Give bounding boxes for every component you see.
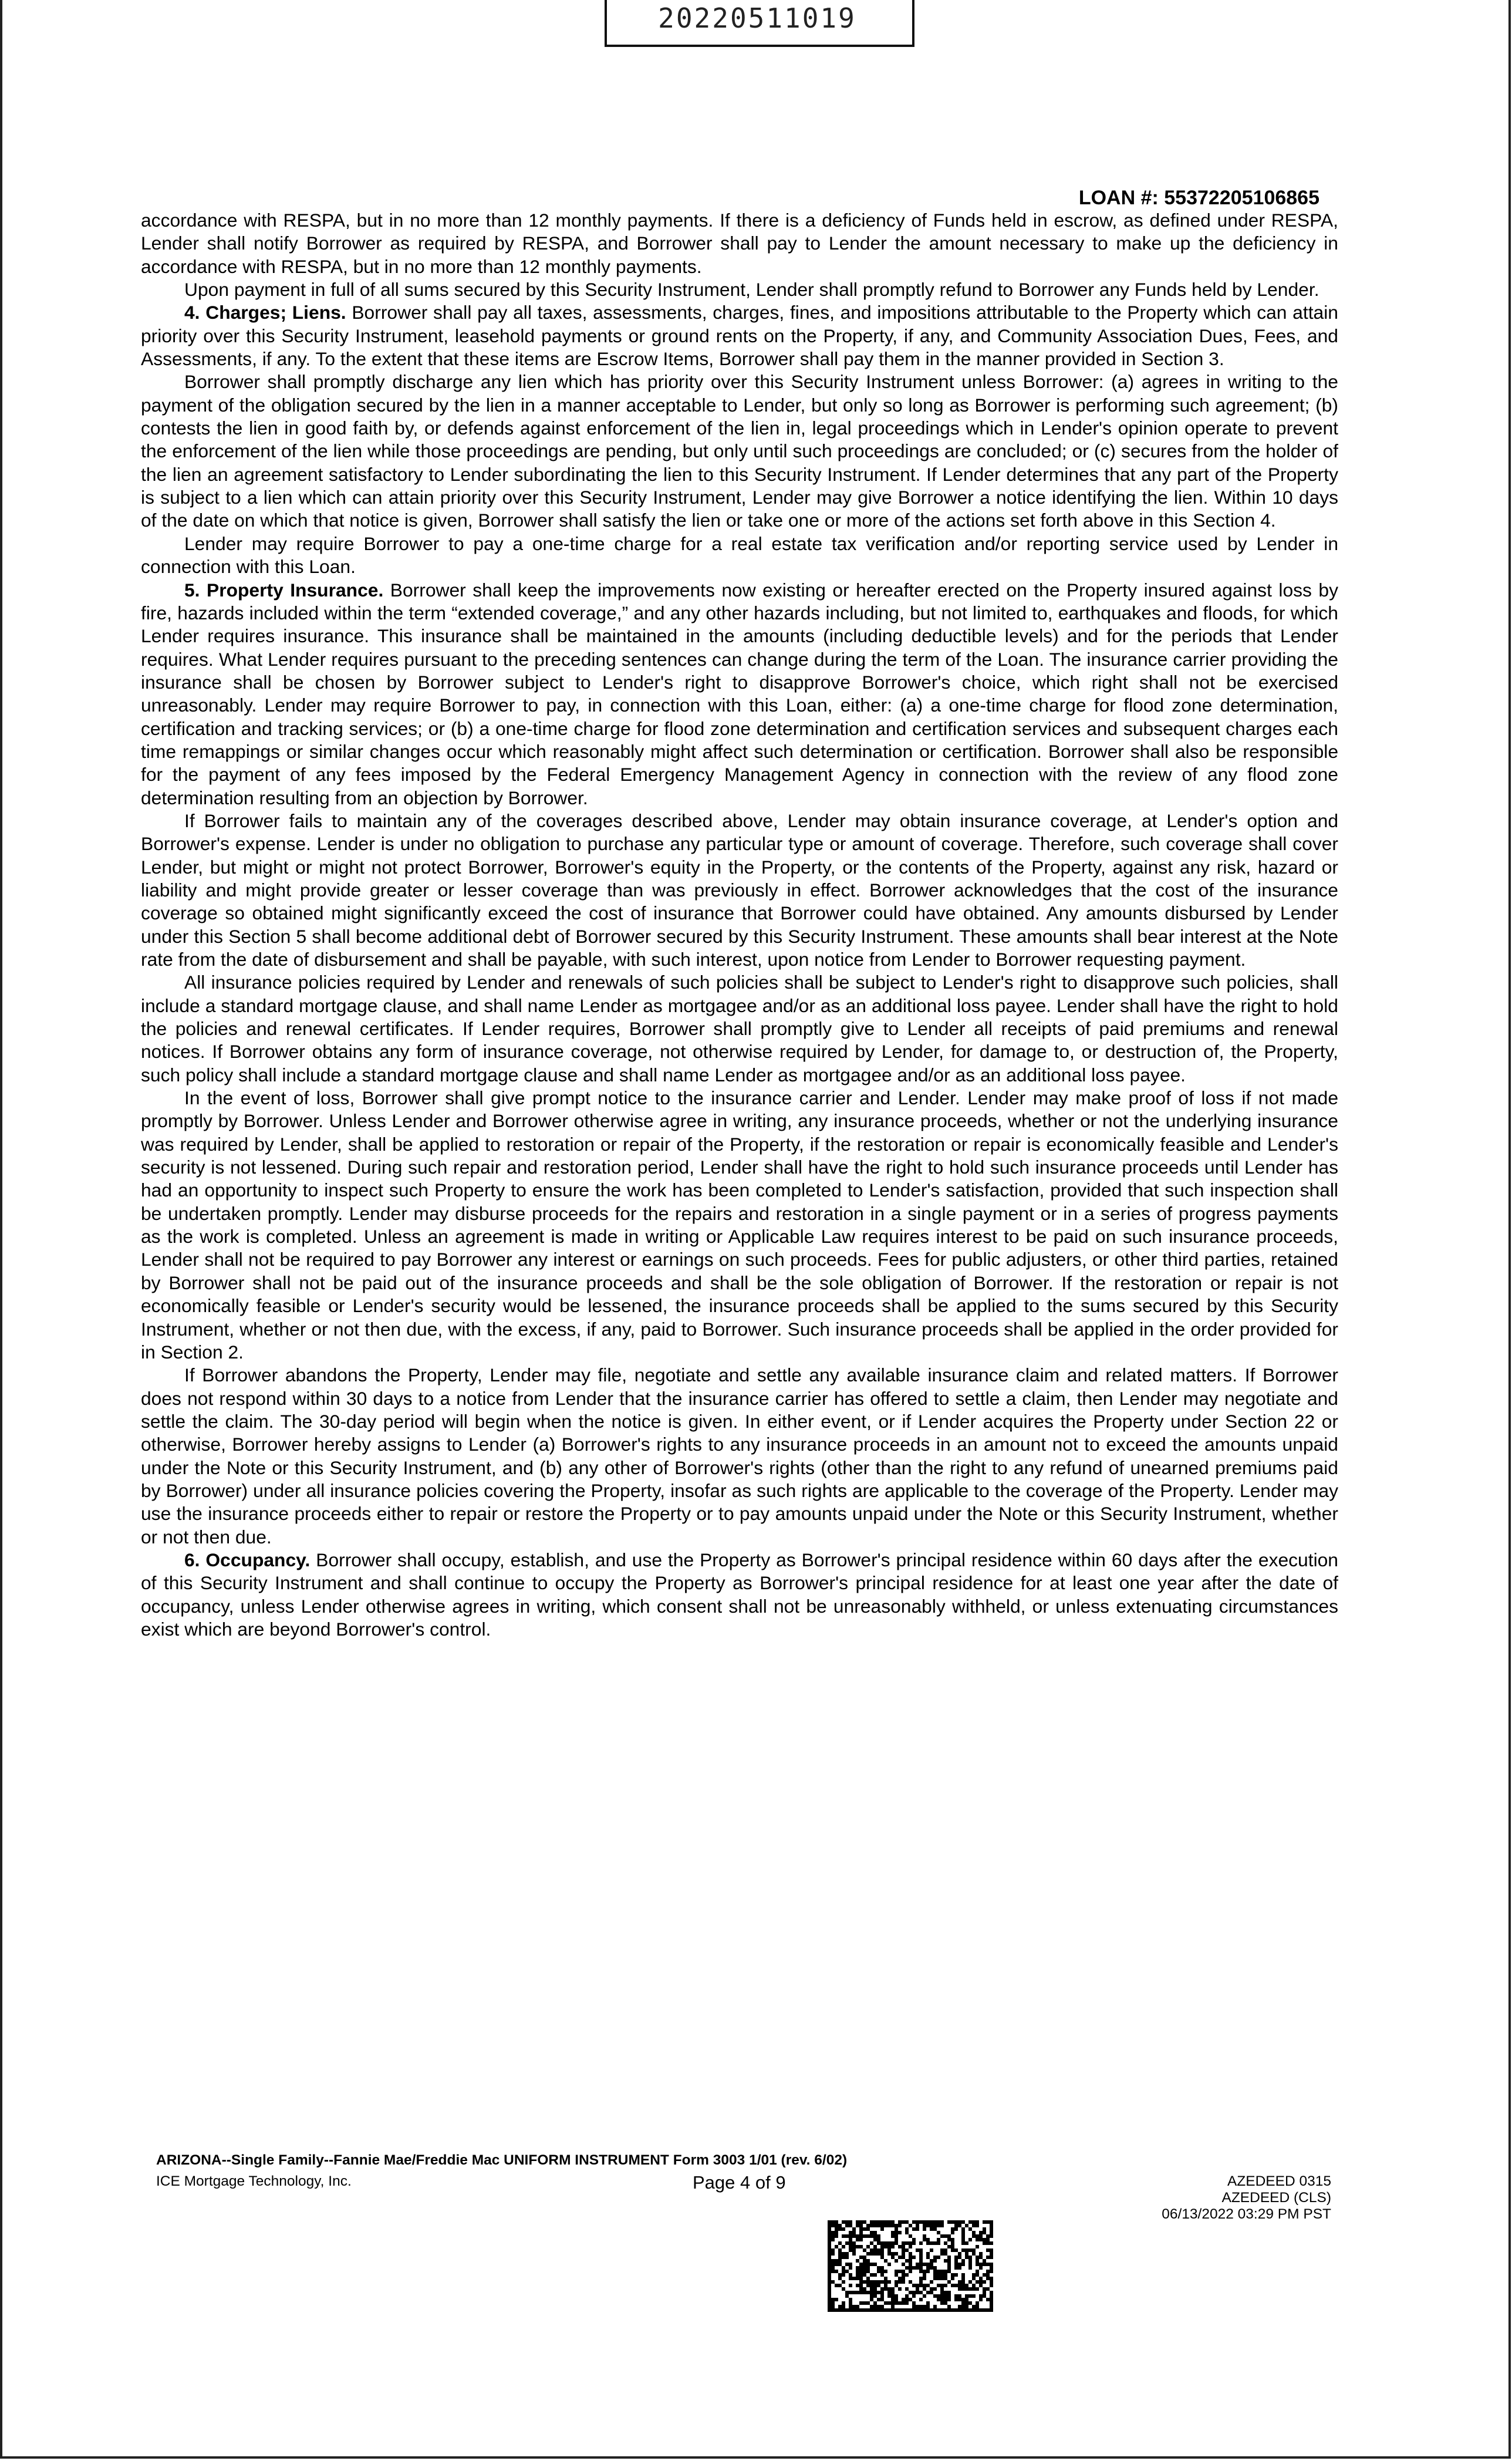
loan-number: LOAN #: 55372205106865 bbox=[1078, 187, 1319, 209]
company-name: ICE Mortgage Technology, Inc. bbox=[156, 2173, 352, 2189]
paragraph bbox=[141, 1087, 1338, 1364]
paragraph bbox=[141, 278, 1338, 301]
paragraph bbox=[141, 370, 1338, 532]
page-number: Page 4 of 9 bbox=[693, 2172, 786, 2193]
recording-number: 20220511019 bbox=[658, 2, 856, 34]
paragraph-text: If Borrower abandons the Property, Lender may file, negotiate and settle any available insurance claim and related matters. If Borrower does not respond within 30 days to a notice from Lender that the insurance carrier has offered to settle a claim, then Lender may negotiate and settle the claim. The 30-day period will begin when the notice is given. In either event, or if Lender acquires the Property under Section 22 or otherwise, Borrower hereby assigns to Lender (a) Borrower's rights to any insurance proceeds in an amount not to exceed the amounts unpaid under the Note or this Security Instrument, and (b) any other of Borrower's rights (other than the right to any refund of unearned premiums paid by Borrower) under all insurance policies covering the Property, insofar as such rights are applicable to the coverage of the Property. Lender may use the insurance proceeds either to repair or restore the Property or to pay amounts unpaid under the Note or this Security Instrument, whether or not then due. bbox=[141, 1364, 1338, 1548]
paragraph bbox=[141, 1364, 1338, 1549]
paragraph-text: Borrower shall pay all taxes, assessments, charges, fines, and impositions attributable to the Property which can attain priority over this Security Instrument, leasehold payments or ground rents on the Property, if any, and Community Association Dues, Fees, and Assessments, if any. To the extent that these items are Escrow Items, Borrower shall pay them in the manner provided in Section 3. bbox=[141, 302, 1338, 370]
paragraph-text: Borrower shall keep the improvements now existing or hereafter erected on the Property insured against loss by fire, hazards included within the term “extended coverage,” and any other hazards including, but not limited to, earthquakes and floods, for which Lender requires insurance. This insurance shall be maintained in the amounts (including deductible levels) and for the periods that Lender requires. What Lender requires pursuant to the preceding sentences can change during the term of the Loan. The insurance carrier providing the insurance shall be chosen by Borrower subject to Lender's right to disapprove Borrower's choice, which right shall not be exercised unreasonably. Lender may require Borrower to pay, in connection with this Loan, either: (a) a one-time charge for flood zone determination, certification and tracking services; or (b) a one-time charge for flood zone determination and certification services and subsequent charges each time remappings or similar changes occur which reasonably might affect such determination or certification. Borrower shall also be responsible for the payment of any fees imposed by the Federal Emergency Management Agency in connection with the review of any flood zone determination resulting from an objection by Borrower. bbox=[141, 579, 1338, 808]
form-code-line-2: AZEDEED (CLS) bbox=[1221, 2190, 1331, 2206]
paragraph-text: accordance with RESPA, but in no more than 12 monthly payments. If there is a deficiency of Funds held in escrow, as defined under RESPA, Lender shall notify Borrower as required by RESPA, and Borrower shall pay to Lender the amount necessary to make up the deficiency in accordance with RESPA, but in no more than 12 monthly payments. bbox=[141, 210, 1338, 277]
paragraph-text: Borrower shall occupy, establish, and use the Property as Borrower's principal residence within 60 days after the execution of this Security Instrument and shall continue to occupy the Property as Borrower's principal residence for at least one year after the date of occupancy, unless Lender otherwise agrees in writing, which consent shall not be unreasonably withheld, or unless extenuating circumstances exist which are beyond Borrower's control. bbox=[141, 1549, 1338, 1640]
paragraph-text: If Borrower fails to maintain any of the coverages described above, Lender may obtain insurance coverage, at Lender's option and Borrower's expense. Lender is under no obligation to purchase any particular type or amount of coverage. Therefore, such coverage shall cover Lender, but might or might not protect Borrower, Borrower's equity in the Property, or the contents of the Property, against any risk, hazard or liability and might provide greater or lesser coverage than was previously in effect. Borrower acknowledges that the cost of the insurance coverage so obtained might significantly exceed the cost of insurance that Borrower could have obtained. Any amounts disbursed by Lender under this Section 5 shall become additional debt of Borrower secured by this Security Instrument. These amounts shall bear interest at the Note rate from the date of disbursement and shall be payable, with such interest, upon notice from Lender to Borrower requesting payment. bbox=[141, 810, 1338, 970]
paragraph bbox=[141, 579, 1338, 810]
section-heading: 5. Property Insurance. bbox=[184, 579, 384, 601]
paragraph bbox=[141, 301, 1338, 370]
section-heading: 6. Occupancy. bbox=[184, 1549, 310, 1570]
barcode-icon bbox=[828, 2220, 994, 2314]
form-title: ARIZONA--Single Family--Fannie Mae/Freddie Mac UNIFORM INSTRUMENT Form 3003 1/01 (rev. 6/02) bbox=[156, 2152, 848, 2168]
paragraph bbox=[141, 209, 1338, 278]
paragraph-text: Lender may require Borrower to pay a one-time charge for a real estate tax verification and/or reporting service used by Lender in connection with this Loan. bbox=[141, 532, 1338, 578]
paragraph-text: Borrower shall promptly discharge any lien which has priority over this Security Instrument unless Borrower: (a) agrees in writing to the payment of the obligation secured by the lien in a manner acceptable to Lender, but only so long as Borrower is performing such agreement; (b) contests the lien in good faith by, or defends against enforcement of the lien in, legal proceedings which in Lender's opinion operate to prevent the enforcement of the lien while those proceedings are pending, but only until such proceedings are concluded; or (c) secures from the holder of the lien an agreement satisfactory to Lender subordinating the lien to this Security Instrument. If Lender determines that any part of the Property is subject to a lien which can attain priority over this Security Instrument, Lender may give Borrower a notice identifying the lien. Within 10 days of the date on which that notice is given, Borrower shall satisfy the lien or take one or more of the actions set forth above in this Section 4. bbox=[141, 371, 1338, 531]
paragraph bbox=[141, 810, 1338, 971]
print-timestamp: 06/13/2022 03:29 PM PST bbox=[1162, 2206, 1331, 2222]
form-code-line-1: AZEDEED 0315 bbox=[1227, 2173, 1331, 2189]
paragraph bbox=[141, 971, 1338, 1087]
paragraph-text: Upon payment in full of all sums secured by this Security Instrument, Lender shall promptly refund to Borrower any Funds held by Lender. bbox=[184, 279, 1319, 301]
document-body bbox=[141, 209, 1338, 1641]
paragraph-text: In the event of loss, Borrower shall give prompt notice to the insurance carrier and Lender. Lender may make proof of loss if not made promptly by Borrower. Unless Lender and Borrower otherwise agree in writing, any insurance proceeds, whether or not the underlying insurance was required by Lender, shall be applied to restoration or repair of the Property, if the restoration or repair is economically feasible and Lender's security is not lessened. During such repair and restoration period, Lender shall have the right to hold such insurance proceeds until Lender has had an opportunity to inspect such Property to ensure the work has been completed to Lender's satisfaction, provided that such inspection shall be undertaken promptly. Lender may disburse proceeds for the repairs and restoration in a single payment or in a series of progress payments as the work is completed. Unless an agreement is made in writing or Applicable Law requires interest to be paid on such insurance proceeds, Lender shall not be required to pay Borrower any interest or earnings on such proceeds. Fees for public adjusters, or other third parties, retained by Borrower shall not be paid out of the insurance proceeds and shall be the sole obligation of Borrower. If the restoration or repair is not economically feasible or Lender's security would be lessened, the insurance proceeds shall be applied to the sums secured by this Security Instrument, whether or not then due, with the excess, if any, paid to Borrower. Such insurance proceeds shall be applied in the order provided for in Section 2. bbox=[141, 1087, 1338, 1363]
paragraph bbox=[141, 1549, 1338, 1641]
paragraph bbox=[141, 532, 1338, 579]
section-heading: 4. Charges; Liens. bbox=[184, 302, 346, 323]
form-codes bbox=[1162, 2173, 1331, 2223]
paragraph-text: All insurance policies required by Lender and renewals of such policies shall be subject to Lender's right to disapprove such policies, shall include a standard mortgage clause, and shall name Lender as mortgagee and/or as an additional loss payee. Lender shall have the right to hold the policies and renewal certificates. If Lender requires, Borrower shall promptly give to Lender all receipts of paid premiums and renewal notices. If Borrower obtains any form of insurance coverage, not otherwise required by Lender, for damage to, or destruction of, the Property, such policy shall include a standard mortgage clause and shall name Lender as mortgagee and/or as an additional loss payee. bbox=[141, 972, 1338, 1085]
